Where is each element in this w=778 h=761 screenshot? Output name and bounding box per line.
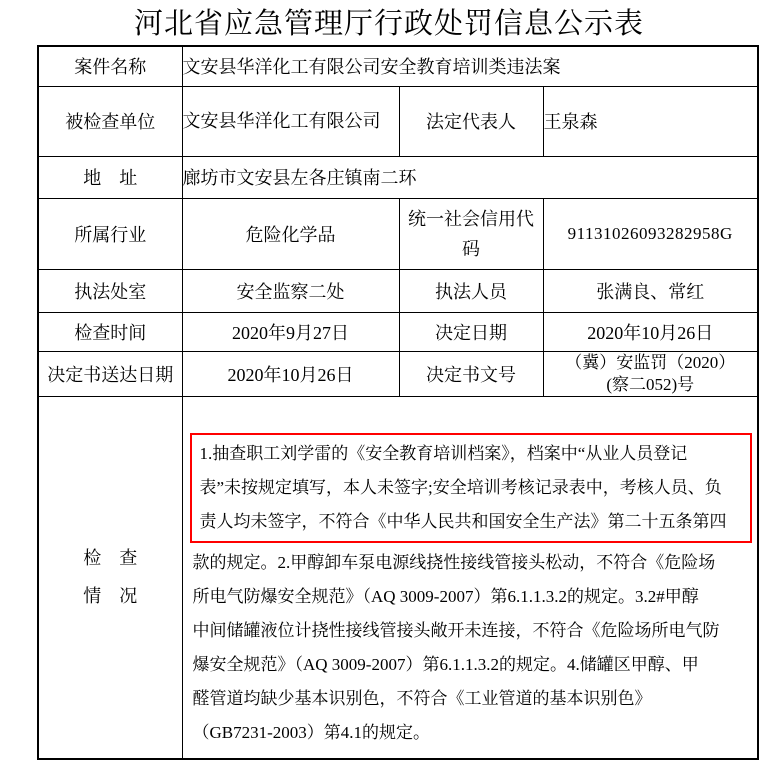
enforcement-officers-value: 张满良、常红 (543, 269, 758, 312)
credit-code-value: 91131026093282958G (543, 198, 758, 269)
industry-value: 危险化学品 (182, 198, 399, 269)
findings-label-line1: 检 查 (83, 548, 138, 569)
findings-text-line: 爆安全规范》（AQ 3009-2007）第6.1.1.3.2的规定。4.储罐区甲醇、甲 (192, 654, 699, 674)
inspection-date-label: 检查时间 (38, 312, 182, 351)
row-case-name (38, 46, 758, 86)
row-inspection-date (38, 312, 758, 351)
inspected-unit-label: 被检查单位 (38, 86, 182, 156)
case-name-label: 案件名称 (38, 46, 182, 86)
highlight-box (190, 433, 753, 543)
credit-code-label: 统一社会信用代码 (399, 198, 543, 269)
findings-label-line2: 情 况 (83, 586, 138, 607)
findings-text-line: 1.抽查职工刘学雷的《安全教育培训档案》，档案中“从业人员登记 (199, 443, 688, 463)
inspection-findings-label (38, 396, 182, 759)
row-industry (38, 198, 758, 269)
delivery-date-label: 决定书送达日期 (38, 351, 182, 396)
findings-text-line: （GB7231-2003）第4.1的规定。 (192, 722, 431, 742)
address-label: 地 址 (38, 156, 182, 198)
case-name-value: 文安县华洋化工有限公司安全教育培训类违法案 (182, 46, 758, 86)
inspection-date-value: 2020年9月27日 (182, 312, 399, 351)
findings-boxed-text (200, 437, 747, 539)
decision-date-value: 2020年10月26日 (543, 312, 758, 351)
decision-doc-no-value (543, 351, 758, 396)
delivery-date-value: 2020年10月26日 (182, 351, 399, 396)
findings-text-line: 中间储罐液位计挠性接线管接头敞开未连接，不符合《危险场所电气防 (192, 620, 720, 640)
findings-rest-text (183, 543, 758, 750)
findings-text-line: 款的规定。2.甲醇卸车泵电源线挠性接线管接头松动，不符合《危险场 (192, 552, 716, 572)
decision-date-label: 决定日期 (399, 312, 543, 351)
findings-text-line: 醛管道均缺少基本识别色，不符合《工业管道的基本识别色》 (192, 688, 652, 708)
industry-label: 所属行业 (38, 198, 182, 269)
page-title: 河北省应急管理厅行政处罚信息公示表 (133, 8, 644, 40)
address-value: 廊坊市文安县左各庄镇南二环 (182, 156, 758, 198)
row-address (38, 156, 758, 198)
row-delivery-date (38, 351, 758, 396)
row-inspection-findings (38, 396, 758, 759)
inspection-findings-cell (182, 396, 758, 759)
inspected-unit-value: 文安县华洋化工有限公司 (182, 86, 399, 156)
decision-doc-no-line2: (察二052)号 (606, 374, 695, 394)
findings-text-line: 表”未按规定填写，本人未签字;安全培训考核记录表中，考核人员、负 (199, 477, 722, 497)
findings-text-line: 所电气防爆安全规范》（AQ 3009-2007）第6.1.1.3.2的规定。3.2#甲醇 (192, 586, 699, 606)
decision-doc-no-line1: （冀）安监罚（2020） (565, 352, 736, 372)
row-enforcement-office (38, 269, 758, 312)
decision-doc-no-label: 决定书文号 (399, 351, 543, 396)
penalty-table (37, 45, 759, 760)
enforcement-office-value: 安全监察二处 (182, 269, 399, 312)
legal-representative-value: 王泉森 (543, 86, 758, 156)
enforcement-office-label: 执法处室 (38, 269, 182, 312)
enforcement-officers-label: 执法人员 (399, 269, 543, 312)
row-inspected-unit (38, 86, 758, 156)
legal-representative-label: 法定代表人 (399, 86, 543, 156)
findings-text-line: 责人均未签字，不符合《中华人民共和国安全生产法》第二十五条第四 (199, 511, 727, 531)
